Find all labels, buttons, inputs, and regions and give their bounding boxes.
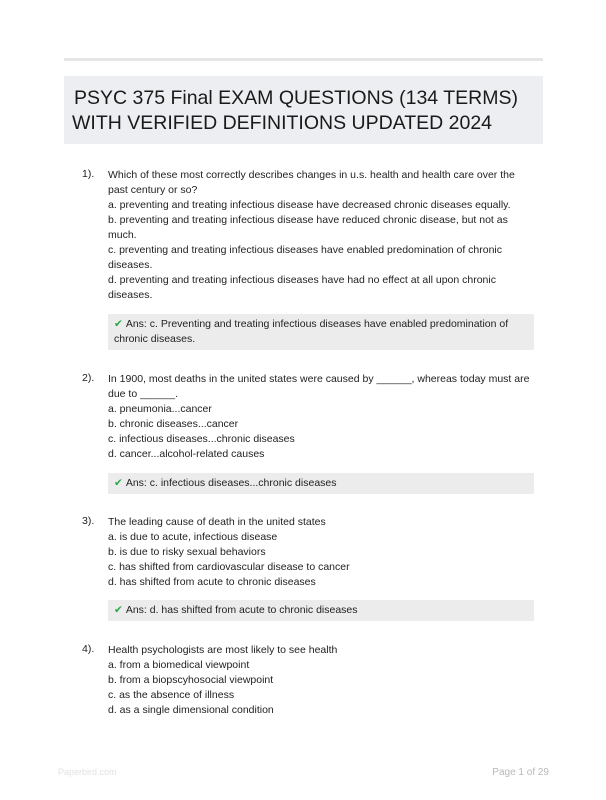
- answer-box: [108, 473, 534, 494]
- page-number: Page 1 of 29: [492, 767, 549, 778]
- question-stem: Which of these most correctly describes changes in u.s. health and health care over the past century or so?: [108, 169, 515, 196]
- answer-text: Ans: c. Preventing and treating infectious diseases have enabled predomination of chronic diseases.: [114, 318, 509, 345]
- option-b: b. chronic diseases...cancer: [108, 418, 239, 430]
- option-b: b. preventing and treating infectious disease have reduced chronic disease, but not as much.: [108, 214, 508, 241]
- option-a: a. is due to acute, infectious disease: [108, 531, 278, 543]
- title-banner: [64, 76, 543, 144]
- question-number: 3).: [82, 515, 95, 527]
- question-stem: Health psychologists are most likely to see health: [108, 644, 338, 656]
- page-title: [72, 86, 543, 136]
- question-stem: The leading cause of death in the united states: [108, 516, 326, 528]
- question-text: [108, 515, 536, 590]
- option-a: a. preventing and treating infectious disease have decreased chronic diseases equally.: [108, 199, 511, 211]
- answer-box: [108, 600, 534, 621]
- question-number: 4).: [82, 643, 95, 655]
- option-d: d. has shifted from acute to chronic diseases: [108, 576, 316, 588]
- question-text: [108, 372, 536, 462]
- option-c: c. infectious diseases...chronic diseases: [108, 433, 295, 445]
- option-c: c. has shifted from cardiovascular disease to cancer: [108, 561, 350, 573]
- checkmark-icon: ✔: [114, 477, 123, 489]
- option-d: d. cancer...alcohol-related causes: [108, 448, 265, 460]
- option-b: b. is due to risky sexual behaviors: [108, 546, 266, 558]
- answer-text: Ans: c. infectious diseases...chronic diseases: [125, 477, 337, 489]
- option-c: c. preventing and treating infectious diseases have enabled predomination of chronic diseases.: [108, 244, 503, 271]
- option-c: c. as the absence of illness: [108, 689, 235, 701]
- question-text: [108, 643, 536, 718]
- top-divider: [64, 58, 543, 61]
- question-stem: In 1900, most deaths in the united states were caused by ______, whereas today must are due to ______.: [108, 373, 530, 400]
- option-d: d. as a single dimensional condition: [108, 704, 274, 716]
- checkmark-icon: ✔: [114, 604, 123, 616]
- title-line-1: PSYC 375 Final EXAM QUESTIONS (134 TERMS): [74, 87, 518, 109]
- option-d: d. preventing and treating infectious diseases have had no effect at all upon chronic diseases.: [108, 274, 496, 301]
- watermark: Paperbird.com: [58, 767, 117, 777]
- question-number: 1).: [82, 168, 95, 180]
- option-a: a. pneumonia...cancer: [108, 403, 212, 415]
- answer-box: [108, 314, 534, 350]
- option-a: a. from a biomedical viewpoint: [108, 659, 250, 671]
- answer-text: Ans: d. has shifted from acute to chronic diseases: [125, 604, 358, 616]
- title-line-2: WITH VERIFIED DEFINITIONS UPDATED 2024: [72, 112, 493, 134]
- question-text: [108, 168, 536, 303]
- question-number: 2).: [82, 372, 95, 384]
- checkmark-icon: ✔: [114, 318, 123, 330]
- option-b: b. from a biopscyhosocial viewpoint: [108, 674, 274, 686]
